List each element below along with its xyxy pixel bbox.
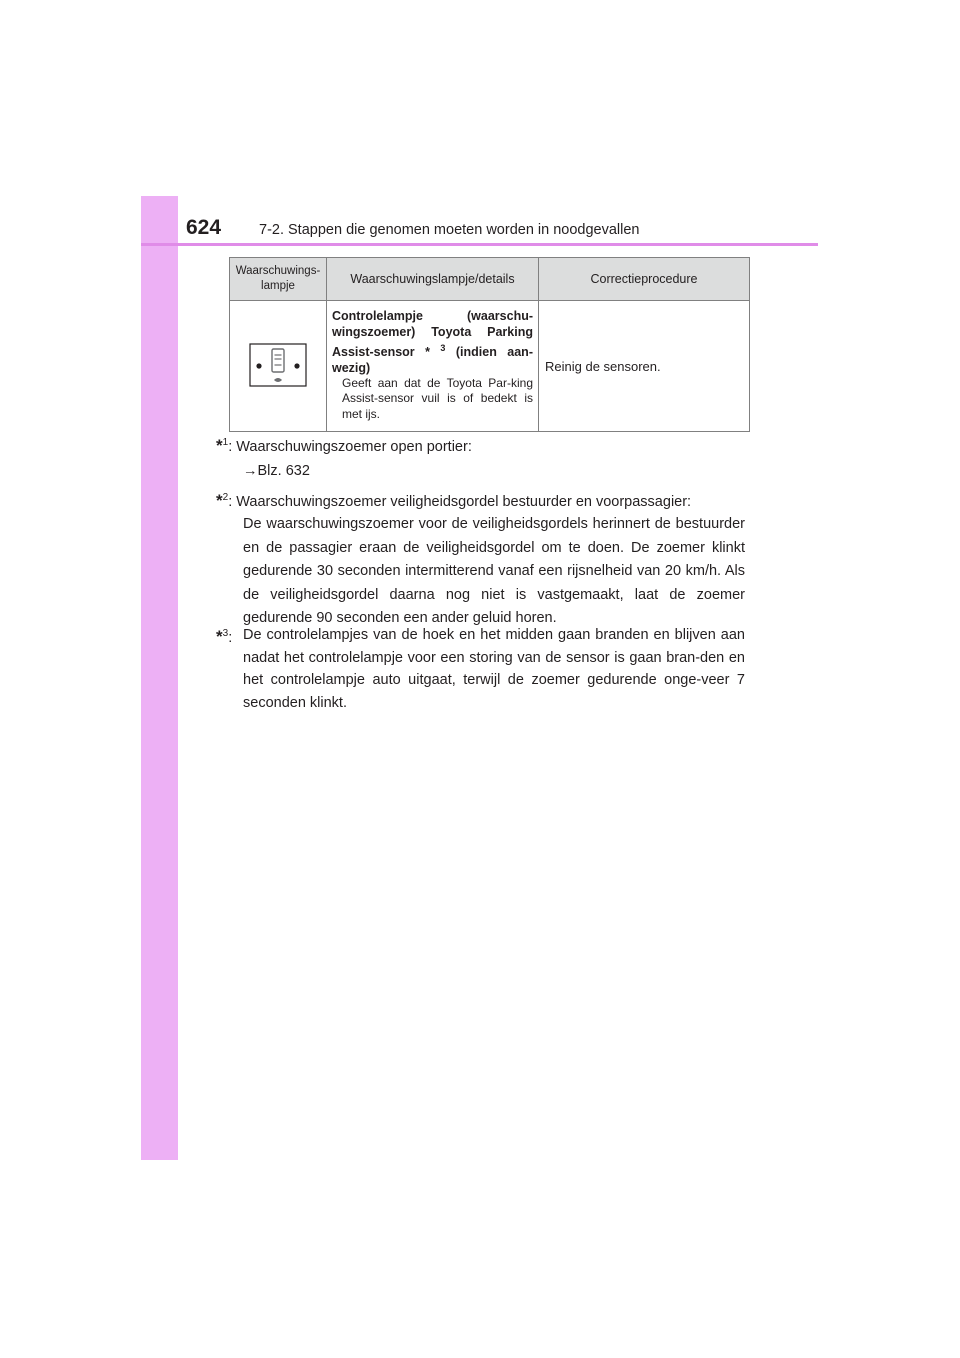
footnote-3-body: De controlelampjes van de hoek en het midden gaan branden en blijven aan nadat het controlelampje voor een storing van de sensor is gaan bran-den en het controlelampje auto uitgaat, terwijl de zoemer gedurende onge-veer 7 seconden klinkt. — [243, 627, 745, 711]
details-cell — [327, 301, 539, 432]
detail-title-sup: 3 — [440, 342, 446, 353]
warning-light-table — [229, 257, 750, 432]
footnote-text: : Waarschuwingszoemer open portier: — [228, 439, 472, 455]
footnote-colon: : — [228, 630, 233, 646]
lamp-cell — [230, 301, 327, 432]
col-header-correction: Correctieprocedure — [539, 258, 750, 301]
header-rule — [141, 243, 818, 246]
col-header-lamp: Waarschuwings-lampje — [230, 258, 327, 301]
footnote-text: : Waarschuwingszoemer veiligheidsgordel bestuurder en voorpassagier: — [228, 494, 692, 510]
footnote-star: * — [216, 627, 223, 646]
footnote-1-ref: →Blz. 632 — [243, 463, 310, 479]
footnote-2 — [216, 486, 691, 514]
col-header-details: Waarschuwingslampje/details — [327, 258, 539, 301]
footnote-1 — [216, 431, 472, 459]
footnote-number: 2 — [222, 492, 229, 503]
footnote-star: * — [216, 436, 223, 455]
table-header-row — [230, 258, 750, 301]
footnote-3 — [216, 622, 232, 650]
footnote-2-body: De waarschuwingszoemer voor de veiligheidsgordels herinnert de bestuurder en de passagier eraan de veiligheidsgordel om te doen. De zoemer klinkt gedurende 30 seconden intermitterend vanaf een rijsnelheid van 20 km/h. Als de veiligheidsgordel daarna nog niet is vastgemaakt, laat de zoemer gedurende 90 seconden een ander geluid horen. — [243, 516, 745, 626]
correction-cell: Reinig de sensoren. — [539, 301, 750, 432]
chapter-side-band — [141, 196, 178, 1160]
parking-assist-sensor-icon — [249, 343, 307, 387]
footnote-number: 3 — [222, 628, 229, 639]
chapter-title: 7-2. Stappen die genomen moeten worden in noodgevallen — [259, 222, 640, 238]
page-number: 624 — [186, 216, 222, 239]
table-row — [230, 301, 750, 432]
detail-text: Geeft aan dat de Toyota Par-king Assist-sensor vuil is of bedekt is met ijs. — [342, 375, 533, 421]
detail-title-text: Controlelampje (waarschu-wingszoemer) Toyota Parking Assist-sensor * — [332, 308, 533, 359]
detail-title — [332, 308, 533, 376]
detail-title-end: (indien aan-wezig) — [332, 344, 533, 375]
footnote-number: 1 — [222, 437, 229, 448]
footnote-star: * — [216, 491, 223, 510]
